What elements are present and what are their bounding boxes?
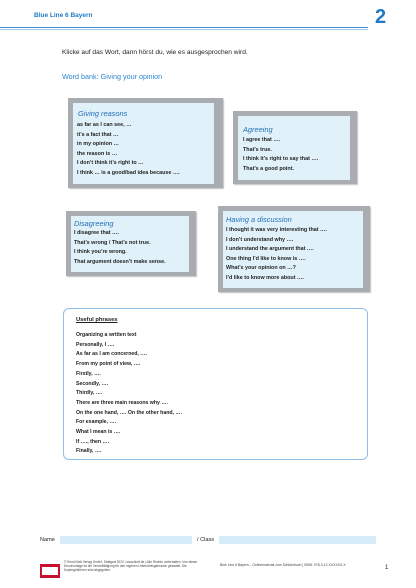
phrase-item[interactable]: One thing I’d like to know is …. (226, 255, 306, 262)
card-title-agreeing: Agreeing (243, 125, 273, 134)
card-agreeing (233, 111, 357, 184)
phrase-item[interactable]: What I mean is …. (76, 429, 121, 436)
class-field[interactable] (219, 536, 376, 544)
phrase-item[interactable]: I thought it was very interesting that …. (226, 227, 327, 233)
phrase-list-having-a-discussion (226, 226, 327, 284)
phrase-item[interactable]: That’s a good point. (243, 165, 295, 172)
phrase-item[interactable]: What’s your opinion on …? (226, 265, 296, 272)
card-title-having-a-discussion: Having a discussion (226, 215, 292, 224)
footer-product-info: Blue Line 6 Bayern – Onlinematerial zum Schülerbuch | ISBN: 978-3-12-XXXXXX-X (220, 563, 346, 567)
klett-logo (40, 564, 60, 578)
phrase-item[interactable]: On the one hand, …. On the other hand, …. (76, 409, 183, 416)
phrase-item[interactable]: For example, …. (76, 419, 117, 426)
useful-phrases-list (76, 331, 182, 457)
phrase-item[interactable]: From my point of view, …. (76, 361, 141, 368)
phrase-item[interactable]: the reason is … (77, 150, 118, 157)
unit-number: 2 (375, 6, 387, 28)
klett-logo-mark (42, 567, 58, 575)
phrase-item[interactable]: That argument doesn’t make sense. (74, 258, 166, 265)
card-disagreeing (66, 211, 196, 276)
phrase-item[interactable]: I think you’re wrong. (74, 249, 127, 256)
phrase-item[interactable]: I think … is a good/bad idea because …. (77, 169, 180, 176)
instruction-text: Klicke auf das Wort, dann hörst du, wie es ausgesprochen wird. (62, 49, 248, 56)
phrase-item[interactable]: Thirdly, …. (76, 390, 103, 397)
header-rule (0, 27, 368, 28)
phrase-item[interactable]: I don’t understand why …. (226, 236, 294, 243)
useful-phrases-title: Useful phrases (76, 317, 118, 323)
card-giving-reasons (68, 98, 223, 188)
header-rule-light (0, 29, 368, 30)
phrase-item[interactable]: That’s true. (243, 146, 272, 153)
book-title: Blue Line 6 Bayern (34, 12, 93, 19)
name-label: Name (40, 537, 55, 543)
useful-phrases-subheading[interactable]: Organizing a written text (76, 332, 137, 338)
phrase-item[interactable]: Personally, I …. (76, 341, 115, 348)
phrase-item[interactable]: Finally, …. (76, 448, 102, 455)
phrase-item[interactable]: Secondly, …. (76, 380, 109, 387)
phrase-list-agreeing (243, 136, 318, 174)
phrase-list-disagreeing (74, 229, 166, 267)
phrase-item[interactable]: as far as I can see, … (77, 122, 132, 128)
card-having-a-discussion (218, 206, 370, 292)
useful-phrases-box (63, 308, 368, 460)
phrase-item[interactable]: I think it’s right to say that …. (243, 156, 319, 163)
phrase-item[interactable]: I disagree that …. (74, 230, 119, 236)
name-field[interactable] (60, 536, 192, 544)
phrase-item[interactable]: If …., then …. (76, 438, 110, 445)
card-title-giving-reasons: Giving reasons (78, 109, 128, 118)
footer-copyright: © Ernst Klett Verlag GmbH, Stuttgart 2022 | www.klett.de | Alle Rechte vorbehalten. Von dieser Druckvorlage ist die Vervielfältigung für den eigenen Unterrichtsgebrauch gestattet. Die Kopiergebühren sind abgegolten. (64, 560, 198, 573)
phrase-item[interactable]: I understand the argument that …. (226, 246, 314, 253)
phrase-item[interactable]: Firstly, …. (76, 370, 101, 377)
phrase-item[interactable]: I agree that …. (243, 137, 281, 143)
card-title-disagreeing: Disagreeing (74, 219, 114, 228)
phrase-item[interactable]: it’s a fact that … (77, 131, 119, 138)
phrase-item[interactable]: in my opinion … (77, 141, 119, 148)
word-bank-title: Word bank: Giving your opinion (62, 72, 163, 81)
phrase-item[interactable]: I don’t think it’s right to … (77, 160, 144, 167)
phrase-item[interactable]: That’s wrong / That’s not true. (74, 239, 151, 246)
phrase-item[interactable]: There are three main reasons why …. (76, 399, 168, 406)
class-label: / Class (197, 537, 215, 543)
phrase-item[interactable]: I’d like to know more about …. (226, 274, 304, 281)
page-number: 1 (385, 565, 389, 571)
phrase-list-giving-reasons (77, 121, 180, 179)
phrase-item[interactable]: As far as I am concerned, …. (76, 351, 147, 358)
